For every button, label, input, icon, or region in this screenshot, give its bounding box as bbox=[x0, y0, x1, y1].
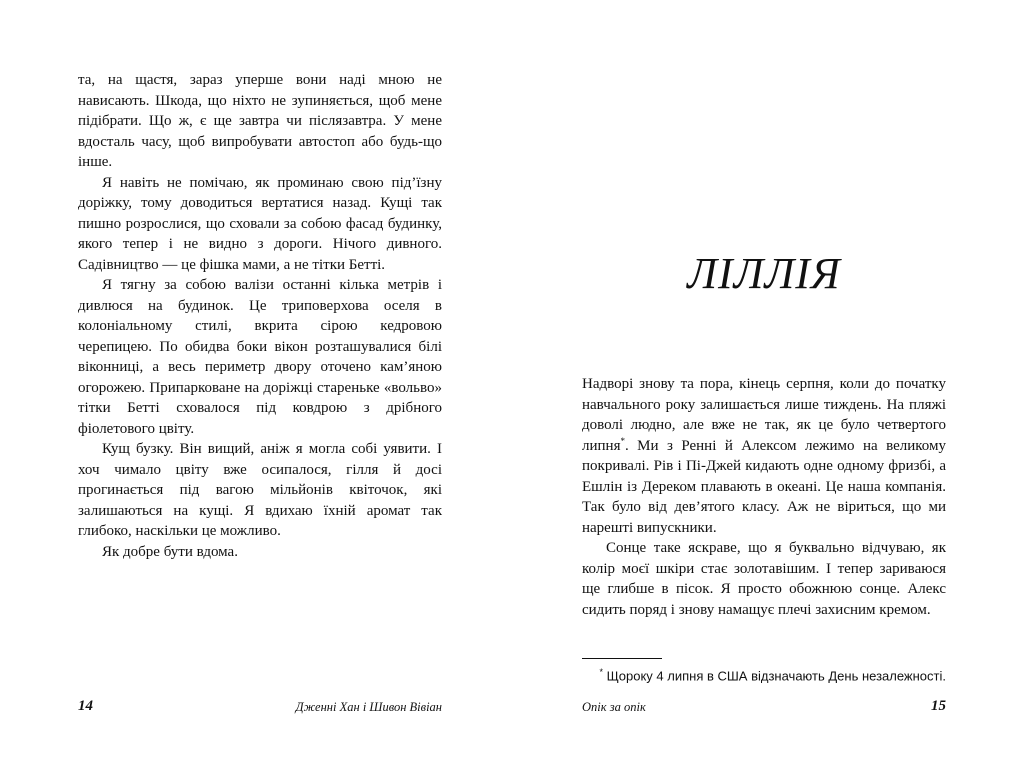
right-page bbox=[582, 0, 946, 768]
left-page bbox=[78, 0, 442, 768]
left-page-body bbox=[78, 70, 442, 562]
paragraph: Кущ бузку. Він вищий, аніж я могла собі уявити. І хоч чимало цвіту вже осипалося, гілля й досі прогинається під вагою мільйонів квіточок, які залишаються на кущі. Я вдихаю їхній аромат так глибоко, наскільки це можливо. bbox=[78, 441, 442, 539]
page-number-left: 14 bbox=[78, 698, 93, 714]
paragraph: Я тягну за собою валізи останні кілька метрів і дивлюся на будинок. Це триповерхова оселя в колоніальному стилі, вкрита сірою кедровою черепицею. По обидва боки вікон розташувалися білі віконниці, а весь периметр двору оточено кам’яною огорожею. Припарковане на доріжці стареньке «вольво» тітки Бетті сховалося під ковдрою з дрібного фіолетового цвіту. bbox=[78, 277, 442, 437]
right-page-body bbox=[582, 374, 946, 620]
running-head-author: Дженні Хан і Шивон Вівіан bbox=[295, 700, 442, 714]
paragraph: Я навіть не помічаю, як проминаю свою під’їзну доріжку, тому доводиться вертатися назад. Кущі так пишно розрослися, що сховали за собою фасад будинку, якого тепер і не видно з дороги. Нічого дивного. Садівництво — це фішка мами, а не тітки Бетті. bbox=[78, 174, 442, 273]
footnote-mark: * bbox=[599, 667, 603, 677]
page-number-right: 15 bbox=[931, 698, 946, 714]
footnote-marker: * bbox=[620, 435, 625, 446]
footnote-text: Щороку 4 липня в США відзначають День незалежності. bbox=[606, 668, 946, 684]
running-head-book-title: Опік за опік bbox=[582, 700, 646, 714]
paragraph bbox=[582, 374, 946, 538]
paragraph: та, на щастя, зараз уперше вони наді мною не нависають. Шкода, що ніхто не зупиняється, щоб мене підібрати. Що ж, є ще завтра чи післязавтра. У мене вдосталь часу, щоб випробувати автостоп або будь-що інше. bbox=[78, 72, 442, 170]
footnote bbox=[582, 664, 946, 684]
paragraph: Як добре бути вдома. bbox=[102, 543, 238, 560]
paragraph-text: Надворі знову та пора, кінець серпня, коли до початку навчального року залишається лише тиждень. На пляжі доволі людно, але вже не так, як це було четвертого липня bbox=[582, 376, 946, 454]
chapter-title: ЛІЛЛІЯ bbox=[687, 249, 841, 298]
paragraph: Сонце таке яскраве, що я буквально відчуваю, як колір моєї шкіри стає золотавішим. І тепер зариваюся ще глибше в пісок. Я просто обожнюю сонце. Алекс сидить поряд і знову намащує плечі захисним кремом. bbox=[582, 540, 946, 618]
paragraph-text: . Ми з Ренні й Алексом лежимо на великому покривалі. Рів і Пі-Джей кидають одне одному фризбі, а Ешлін із Дереком плавають в океані. Це наша компанія. Так було від дев’ятого класу. Аж не віриться, що ми нарешті випускники. bbox=[582, 437, 946, 536]
footnote-divider bbox=[582, 658, 662, 659]
